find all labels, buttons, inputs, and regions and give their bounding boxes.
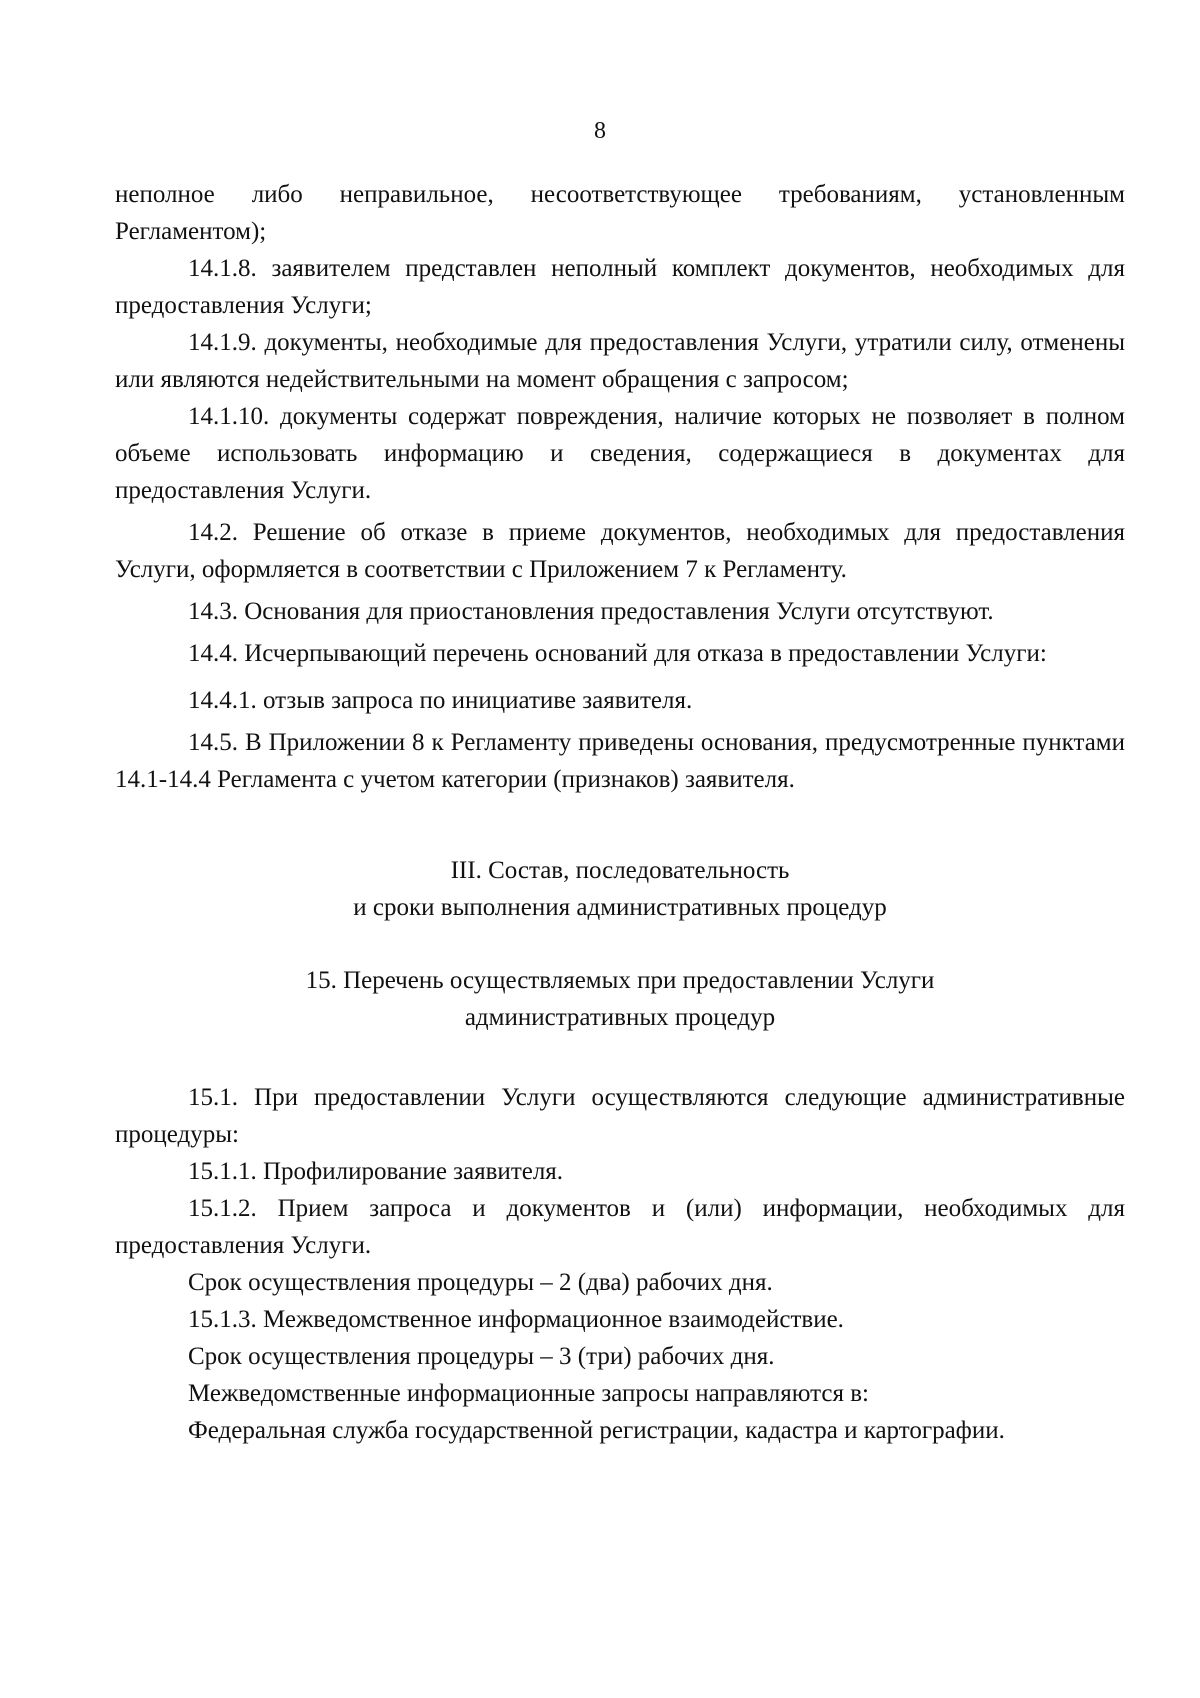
paragraph-deadline-3-days: Срок осуществления процедуры – 3 (три) рабочих дня. — [188, 1343, 775, 1370]
section-heading-line-2: и сроки выполнения административных процедур — [353, 894, 887, 921]
paragraph-14-1-9: 14.1.9. документы, необходимые для предоставления Услуги, утратили силу, отменены или являются недействительными на момент обращения с запросом; — [115, 329, 1125, 393]
subsection-heading-line-1: 15. Перечень осуществляемых при предоставлении Услуги — [305, 967, 935, 994]
paragraph-15-1-2: 15.1.2. Прием запроса и документов и (или) информации, необходимых для предоставления Услуги. — [115, 1195, 1125, 1259]
paragraph-federal-service: Федеральная служба государственной регистрации, кадастра и картографии. — [188, 1417, 1005, 1444]
paragraph-14-3: 14.3. Основания для приостановления предоставления Услуги отсутствуют. — [188, 598, 994, 625]
section-heading — [115, 852, 1125, 926]
paragraph-14-4: 14.4. Исчерпывающий перечень оснований для отказа в предоставлении Услуги: — [188, 640, 1047, 667]
paragraph-continuation: неполное либо неправильное, несоответствующее требованиям, установленным Регламентом); — [115, 181, 1125, 245]
paragraph-14-5: 14.5. В Приложении 8 к Регламенту приведены основания, предусмотренные пунктами 14.1-14.4 Регламента с учетом категории (признаков) заявителя. — [115, 729, 1125, 793]
paragraph-14-1-10: 14.1.10. документы содержат повреждения, наличие которых не позволяет в полном объеме использовать информацию и сведения, содержащиеся в документах для предоставления Услуги. — [115, 403, 1125, 504]
paragraph-14-4-1: 14.4.1. отзыв запроса по инициативе заявителя. — [188, 687, 693, 714]
subsection-heading-line-2: административных процедур — [464, 1004, 776, 1031]
paragraph-14-1-8: 14.1.8. заявителем представлен неполный комплект документов, необходимых для предоставления Услуги; — [115, 255, 1125, 319]
paragraph-deadline-2-days: Срок осуществления процедуры – 2 (два) рабочих дня. — [188, 1269, 773, 1296]
paragraph-14-2: 14.2. Решение об отказе в приеме документов, необходимых для предоставления Услуги, оформляется в соответствии с Приложением 7 к Регламенту. — [115, 519, 1125, 583]
paragraph-15-1-1: 15.1.1. Профилирование заявителя. — [188, 1158, 564, 1185]
subsection-heading — [115, 962, 1125, 1036]
paragraph-15-1: 15.1. При предоставлении Услуги осуществляются следующие административные процедуры: — [115, 1084, 1125, 1148]
section-heading-line-1: III. Состав, последовательность — [450, 857, 790, 884]
page-number: 8 — [594, 118, 606, 144]
paragraph-15-1-3: 15.1.3. Межведомственное информационное взаимодействие. — [188, 1306, 844, 1333]
document-body — [115, 176, 1125, 1449]
paragraph-interagency-requests: Межведомственные информационные запросы направляются в: — [188, 1380, 869, 1407]
